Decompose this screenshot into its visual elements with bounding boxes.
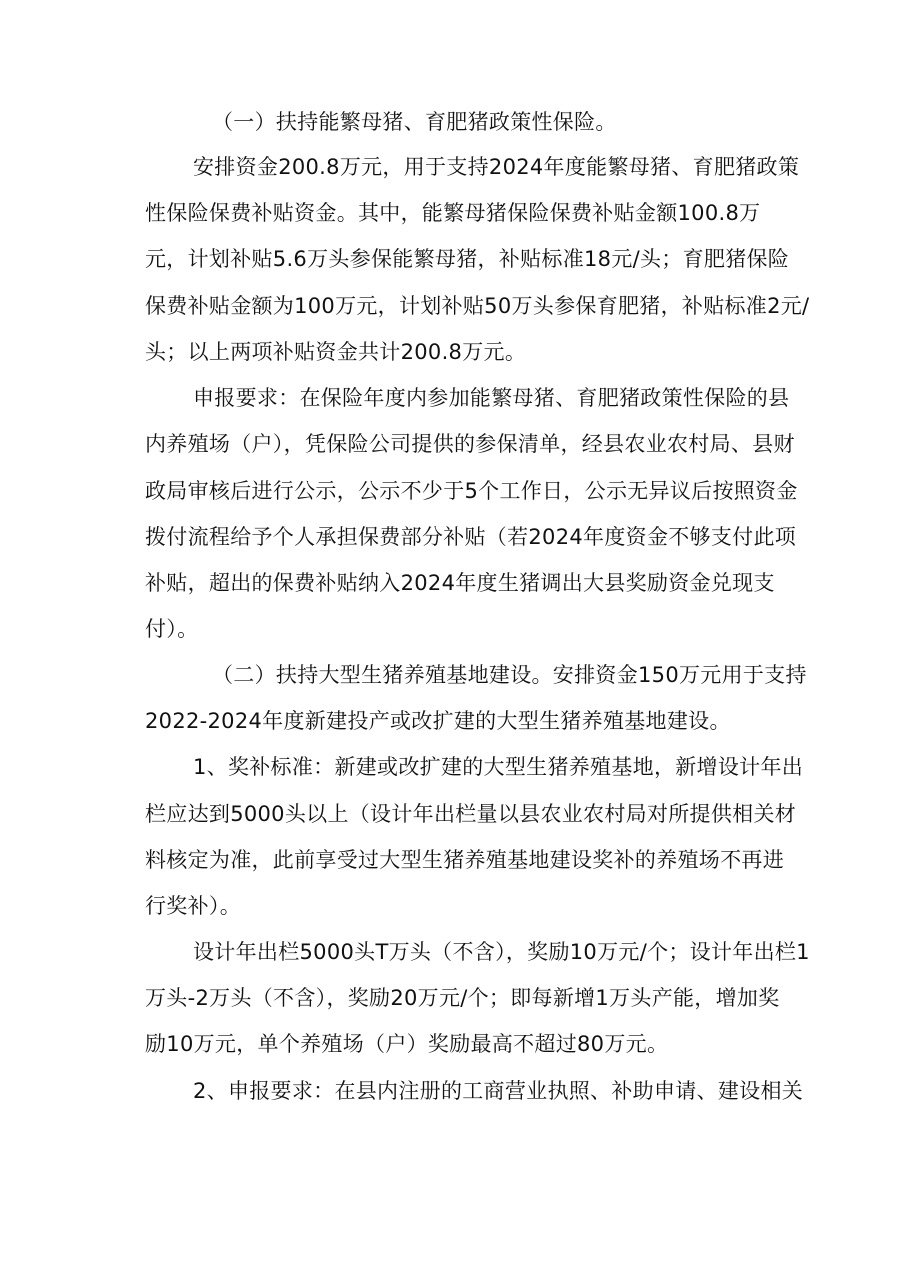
- paragraph-line: 元，计划补贴5.6万头参保能繁母猪，补贴标准18元/头；育肥猪保险: [145, 247, 790, 271]
- paragraph-line: 头；以上两项补贴资金共计200.8万元。: [145, 340, 527, 364]
- paragraph-line: 内养殖场（户），凭保险公司提供的参保清单，经县农业农村局、县财: [145, 432, 795, 456]
- paragraph-line: 2022-2024年度新建投产或改扩建的大型生猪养殖基地建设。: [145, 709, 731, 733]
- paragraph-line: 励10万元，单个养殖场（户）奖励最高不超过80万元。: [145, 1032, 669, 1056]
- section-1-heading: （一）扶持能繁母猪、育肥猪政策性保险。: [212, 110, 617, 134]
- paragraph-line: 性保险保费补贴资金。其中，能繁母猪保险保费补贴金额100.8万: [145, 201, 761, 225]
- paragraph-line: 补贴，超出的保费补贴纳入2024年度生猪调出大县奖励资金兑现支: [145, 571, 775, 595]
- paragraph-line: 行奖补）。: [145, 894, 241, 918]
- paragraph-line: 1、奖补标准：新建或改扩建的大型生猪养殖基地，新增设计年出: [193, 755, 804, 779]
- paragraph-line: 安排资金200.8万元，用于支持2024年度能繁母猪、育肥猪政策: [193, 155, 800, 179]
- paragraph-line: 料核定为准，此前享受过大型生猪养殖基地建设奖补的养殖场不再进: [145, 848, 784, 872]
- paragraph-line: 2、申报要求：在县内注册的工商营业执照、补助申请、建设相关: [193, 1079, 804, 1103]
- paragraph-line: 拨付流程给予个人承担保费部分补贴（若2024年度资金不够支付此项: [145, 525, 797, 549]
- paragraph-line: 申报要求：在保险年度内参加能繁母猪、育肥猪政策性保险的县: [193, 386, 790, 410]
- paragraph-line: 设计年出栏5000头T万头（不含），奖励10万元/个；设计年出栏1: [193, 940, 810, 964]
- paragraph-line: 栏应达到5000头以上（设计年出栏量以县农业农村局对所提供相关材: [145, 802, 797, 826]
- paragraph-line: 政局审核后进行公示，公示不少于5个工作日，公示无异议后按照资金: [145, 479, 798, 503]
- paragraph-line: 万头-2万头（不含），奖励20万元/个；即每新增1万头产能，增加奖: [145, 986, 780, 1010]
- paragraph-line: 保费补贴金额为100万元，计划补贴50万头参保育肥猪，补贴标准2元/: [145, 294, 810, 318]
- section-2-heading: （二）扶持大型生猪养殖基地建设。安排资金150万元用于支持: [212, 663, 807, 687]
- paragraph-line: 付）。: [145, 617, 199, 641]
